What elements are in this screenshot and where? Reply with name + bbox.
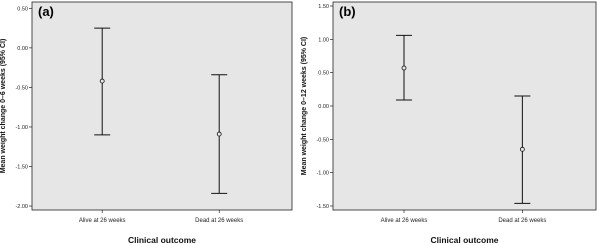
plot-area — [32, 2, 292, 210]
plot-area — [333, 2, 596, 210]
mean-marker — [217, 132, 221, 136]
x-axis-label: Clinical outcome — [127, 235, 197, 245]
x-category-label: Dead at 26 weeks — [195, 218, 244, 224]
panel-label: (b) — [339, 4, 356, 19]
y-axis-label: Mean weight change 0–12 weeks (95% CI) — [301, 36, 308, 176]
y-tick-label: -0.50 — [15, 85, 28, 92]
y-tick-label: -1.00 — [15, 124, 28, 131]
y-tick-label: 1.00 — [318, 37, 329, 44]
chart-panel-a — [0, 2, 292, 245]
mean-marker — [520, 147, 524, 151]
y-axis-label: Mean weight change 0–6 weeks (95% CI) — [0, 38, 7, 174]
y-tick-label: 0.00 — [318, 104, 329, 110]
chart-panel-b — [301, 2, 596, 245]
mean-marker — [402, 66, 406, 70]
y-tick-label: -1.00 — [316, 170, 329, 177]
y-tick-label: -2.00 — [15, 204, 28, 211]
y-tick-label: 1.50 — [318, 4, 329, 10]
x-category-label: Dead at 26 weeks — [498, 218, 547, 224]
x-axis-label: Clinical outcome — [430, 235, 499, 245]
y-tick-label: -0.50 — [316, 137, 329, 144]
mean-marker — [100, 79, 104, 83]
y-tick-label: 0.00 — [17, 45, 28, 52]
y-tick-label: 0.50 — [318, 70, 329, 77]
panel-label: (a) — [38, 4, 54, 19]
x-category-label: Alive at 26 weeks — [78, 218, 126, 224]
y-tick-label: 0.50 — [17, 6, 28, 13]
x-category-label: Alive at 26 weeks — [380, 218, 428, 224]
y-tick-label: -1.50 — [316, 204, 329, 210]
y-tick-label: -1.50 — [15, 164, 28, 171]
